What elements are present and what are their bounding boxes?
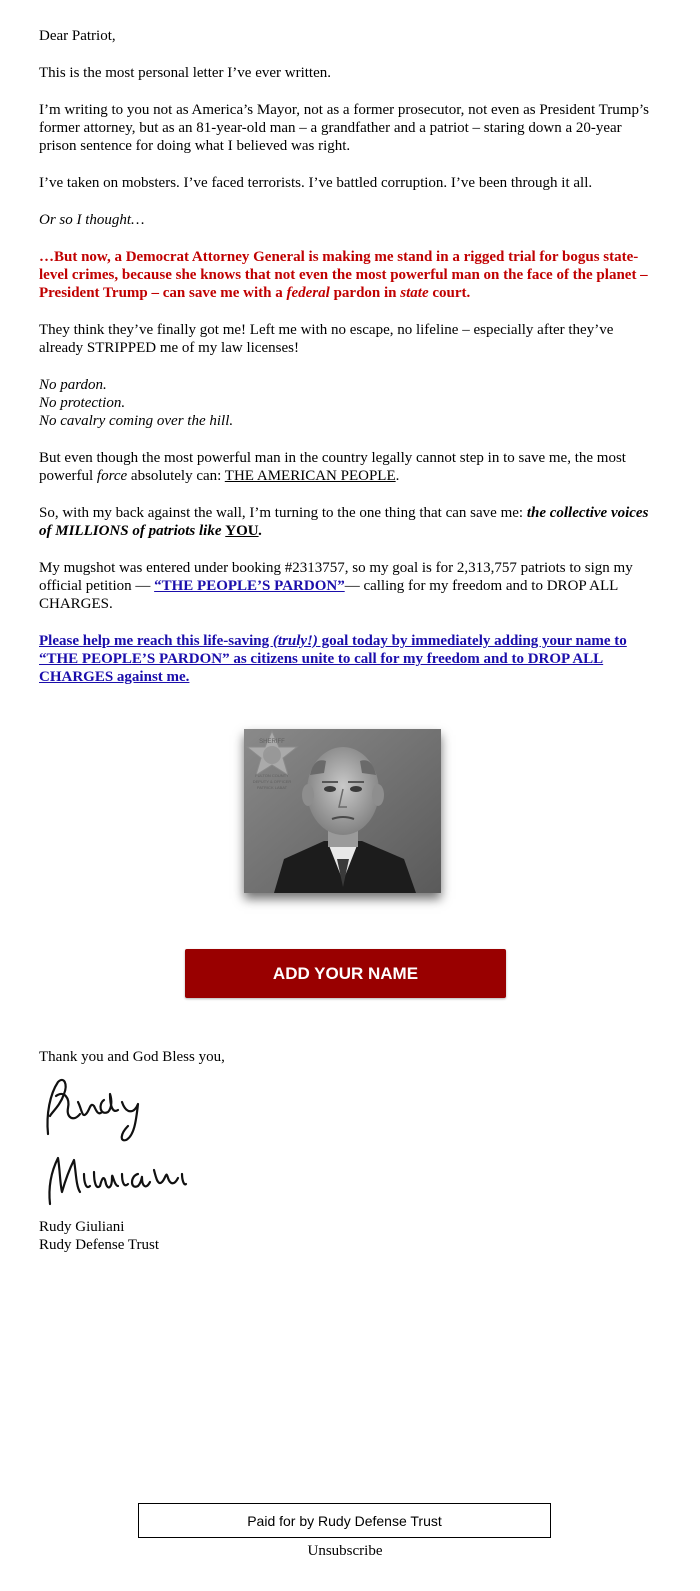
paragraph-back-to-wall: So, with my back against the wall, I’m turning to the one thing that can save me: the collective voices of MILLIONS of patriots like YOU.: [39, 505, 649, 539]
unsubscribe-link[interactable]: Unsubscribe: [307, 1543, 383, 1559]
american-people-link[interactable]: THE AMERICAN PEOPLE: [224, 468, 396, 484]
add-name-text-link[interactable]: Please help me reach this life-saving (truly!) goal today by immediately adding your name to “THE PEOPLE’S PARDON” as citizens unite to call for my freedom and to DROP ALL CHARGES against me.: [39, 633, 627, 685]
add-your-name-button[interactable]: ADD YOUR NAME: [185, 949, 506, 998]
paragraph-background: I’m writing to you not as America’s Mayor, not as a former prosecutor, not even as President Trump’s former attorney, but as an 81-year-old man – a grandfather and a patriot – staring down a 20-year prison sentence for doing what I believed was right.: [39, 102, 649, 154]
svg-text:Rudy Giuliani: Rudy Giuliani: [38, 1074, 44, 1075]
paragraph-intro: This is the most personal letter I’ve ever written.: [39, 65, 331, 81]
signoff-org: Rudy Defense Trust: [39, 1237, 160, 1253]
svg-text:SHERIFF: SHERIFF: [259, 739, 285, 745]
paid-for-disclaimer: Paid for by Rudy Defense Trust: [138, 1503, 551, 1538]
letter-body: [39, 27, 654, 705]
paragraph-or-so: Or so I thought…: [39, 212, 145, 228]
mugshot-image[interactable]: [244, 729, 441, 893]
signoff-block: [39, 1218, 159, 1254]
svg-text:PATRICK LABAT: PATRICK LABAT: [256, 785, 288, 790]
svg-text:FULTON COUNTY: FULTON COUNTY: [255, 773, 289, 778]
closing-line: Thank you and God Bless you,: [39, 1049, 225, 1065]
peoples-pardon-link[interactable]: “THE PEOPLE’S PARDON”: [154, 578, 345, 594]
greeting: Dear Patriot,: [39, 28, 116, 44]
paragraph-american-people: But even though the most powerful man in the country legally cannot step in to save me, the most powerful force absolutely can: THE AMERICAN PEOPLE.: [39, 450, 626, 484]
paragraph-stripped: They think they’ve finally got me! Left me with no escape, no lifeline – especially after they’ve already STRIPPED me of my law licenses!: [39, 322, 614, 356]
you-emphasis: YOU: [225, 523, 259, 539]
svg-text:DEPUTY & OFFICER: DEPUTY & OFFICER: [252, 779, 292, 784]
signoff-name: Rudy Giuliani: [39, 1219, 125, 1235]
paragraph-experience: I’ve taken on mobsters. I’ve faced terrorists. I’ve battled corruption. I’ve been through it all.: [39, 175, 593, 191]
paragraph-no-pardon: No pardon. No protection. No cavalry coming over the hill.: [39, 377, 234, 429]
signature-icon: [38, 1074, 188, 1209]
paragraph-red-alert: …But now, a Democrat Attorney General is making me stand in a rigged trial for bogus state-level crimes, because she knows that not even the most powerful man on the face of the planet – President Trump – can save me with a federal pardon in state court.: [39, 249, 648, 301]
paragraph-mugshot-goal: My mugshot was entered under booking #2313757, so my goal is for 2,313,757 patriots to sign my official petition — “THE PEOPLE’S PARDON”— calling for my freedom and to DROP ALL CHARGES.: [39, 560, 633, 612]
